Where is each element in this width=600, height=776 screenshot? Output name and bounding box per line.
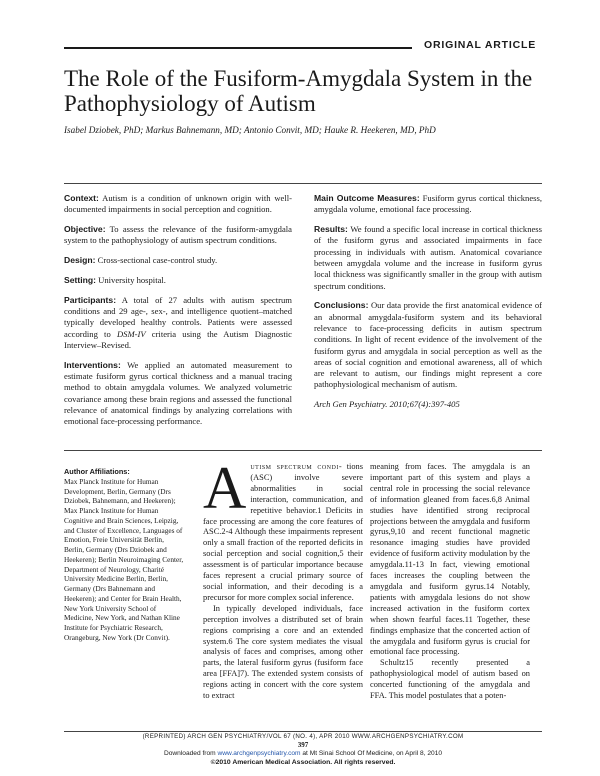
abstract-top-rule xyxy=(64,183,542,184)
abstract-text: We applied an automated measurement to estimate fusiform gyrus cortical thickness and a manual tracing method to obtain amygdala volumes. We analyzed volumetric covariance among these brain regions and assessed the functional relevance of anatomical findings by analyzing correlations with emotional face-processing performance. xyxy=(64,359,292,427)
body-paragraph: meaning from faces. The amygdala is an important part of this system and plays a central role in processing the social relevance of information gleaned from faces.6,8 Animal studies have identified strong reciprocal projections between the amygdala and fusiform gyrus,9,10 and recent functional magnetic resonance imaging studies have provided evidence of fusiform activity modulation by the amygdala.11-13 In fact, viewing emotional faces increases the coupling between the amygdala and fusiform gyrus.14 Notably, patients with amygdala lesions do not show increased activation in the fusiform cortex when shown fearful faces.11 Together, these findings emphasize that the concerted action of the amygdala and fusiform gyrus is crucial for emotional face processing. xyxy=(370,462,531,657)
abstract-heading: Results: xyxy=(314,224,348,235)
abstract-text: A total of 27 adults with autism spectrum conditions and 29 age-, sex-, and intelligence quotient–matched typically developed healthy controls. Patients were assessed according to xyxy=(64,294,292,339)
abstract-main-outcome xyxy=(314,193,542,216)
page-number: 397 xyxy=(297,741,309,749)
abstract-heading: Context: xyxy=(64,193,99,203)
body-paragraph xyxy=(203,455,363,604)
lead-smallcaps: utism spectrum condi- xyxy=(250,462,343,471)
footer-rule xyxy=(64,731,542,732)
abstract-context xyxy=(64,193,292,216)
abstract-heading: Participants: xyxy=(64,294,117,305)
abstract-heading: Main Outcome Measures: xyxy=(314,193,420,203)
affiliations-heading: Author Affiliations: xyxy=(64,467,130,476)
abstract-left-column xyxy=(64,193,292,436)
abstract-text-italic: DSM-IV xyxy=(116,328,146,339)
abstract-text: Autism is a condition of unknown origin with well-documented impairments in social perception and cognition. xyxy=(64,193,292,215)
abstract-heading: Design: xyxy=(64,255,96,266)
abstract-heading: Conclusions: xyxy=(314,300,369,311)
article-citation: Arch Gen Psychiatry. 2010;67(4):397-405 xyxy=(314,399,460,410)
body-paragraph: In typically developed individuals, face perception involves a distributed set of brain regions comprising a core and an extended system.6 The core system mediates the visual analysis of faces and comprises, among other parts, the lateral fusiform gyrus (fusiform face area [FFA]7). The extended system consists of regions acting in concert with the core system to extract xyxy=(203,603,363,701)
body-text: tions (ASC) involve severe abnormalities in social interaction, communication, and repetitive behavior.1 Deficits in face processing are among the core features of ASC.2-4 Although these impairments represent only a small fraction of the reported deficits in social perception and social cognition,5 their assessment is of particular importance because faces represent a crucial primary source of social information, and their decoding is a precursor for more complex social inference. xyxy=(203,462,363,602)
abstract-text: To assess the relevance of the fusiform-amygdala system to the pathophysiology of autism spectrum conditions. xyxy=(64,224,292,246)
abstract-text: University hospital. xyxy=(98,274,166,285)
abstract-text: Fusiform gyrus cortical thickness, amygdala volume, emotional face processing. xyxy=(314,193,542,215)
affiliations-text: Max Planck Institute for Human Development, Berlin, Germany (Drs Dziobek, Bahnemann, and Heekeren); Max Planck Institute for Human Cognitive and Brain Sciences, Leipzig, and Cluster of Excellence, Languages of Emotion, Freie Universität Berlin, Berlin, Germany (Drs Dziobek and Heekeren); Berlin Neuroimaging Center, Department of Neurology, Charité University Medicine Berlin, Berlin, Germany (Drs Bahnemann and Heekeren); and Center for Brain Health, New York University School of Medicine, New York, and Nathan Kline Institute for Psychiatric Research, Orangeburg, New York (Dr Convit). xyxy=(64,476,184,642)
abstract-conclusions xyxy=(314,300,542,390)
author-affiliations xyxy=(64,467,184,643)
abstract-participants xyxy=(64,295,292,351)
abstract-heading: Interventions: xyxy=(64,359,121,370)
abstract-heading: Setting: xyxy=(64,274,96,285)
abstract-results xyxy=(314,224,542,292)
abstract-text: Cross-sectional case-control study. xyxy=(97,255,218,266)
abstract-right-column xyxy=(314,193,542,411)
section-label: ORIGINAL ARTICLE xyxy=(412,39,542,51)
abstract-setting xyxy=(64,275,292,286)
download-suffix: at Mt Sinai School Of Medicine, on April 8, 2010 xyxy=(300,750,443,757)
abstract-text: criteria using the Autism Diagnostic Interview–Revised. xyxy=(64,328,292,350)
abstract-design xyxy=(64,255,292,266)
body-paragraph: Schultz15 recently presented a pathophysiological model of autism based on concerted functioning of the amygdala and FFA. This model postulates that a poten- xyxy=(370,658,530,701)
drop-cap: A xyxy=(203,455,247,521)
abstract-bottom-rule xyxy=(64,450,542,451)
abstract-text: We found a specific local increase in cortical thickness of the fusiform gyrus and associated impairments in face processing in individuals with autism. Anatomical covariance between amygdala volume and the increase in fusiform gyrus local thickness was significantly smaller in the group with autism spectrum conditions. xyxy=(314,224,542,291)
download-notice xyxy=(64,750,542,757)
body-column-2 xyxy=(370,462,530,702)
abstract-objective xyxy=(64,224,292,247)
abstract-text: Our data provide the first anatomical evidence of an abnormal amygdala-fusiform system and its behavioral relevance to face-processing deficits in autism spectrum conditions. In light of recent evidence of the involvement of the fusiform gyrus and amygdala in social perception as well as the areas of social cognition and emotional awareness, all of which are relevant to autism, our findings might represent a core pathophysiological mechanism of autism. xyxy=(314,300,543,390)
journal-website-link[interactable]: www.archgenpsychiatry.com xyxy=(217,750,301,757)
download-prefix: Downloaded from xyxy=(163,750,218,757)
footer-journal-line: (REPRINTED) ARCH GEN PSYCHIATRY/VOL 67 (NO. 4), APR 2010 WWW.ARCHGENPSYCHIATRY.COM xyxy=(142,733,464,740)
copyright-notice: ©2010 American Medical Association. All rights reserved. xyxy=(210,759,396,766)
abstract-heading: Objective: xyxy=(64,224,106,235)
body-column-1 xyxy=(203,455,363,702)
abstract-interventions xyxy=(64,360,292,428)
article-title: The Role of the Fusiform-Amygdala System in the Pathophysiology of Autism xyxy=(64,66,533,116)
author-list: Isabel Dziobek, PhD; Markus Bahnemann, MD; Antonio Convit, MD; Hauke R. Heekeren, MD, PhD xyxy=(64,125,436,135)
